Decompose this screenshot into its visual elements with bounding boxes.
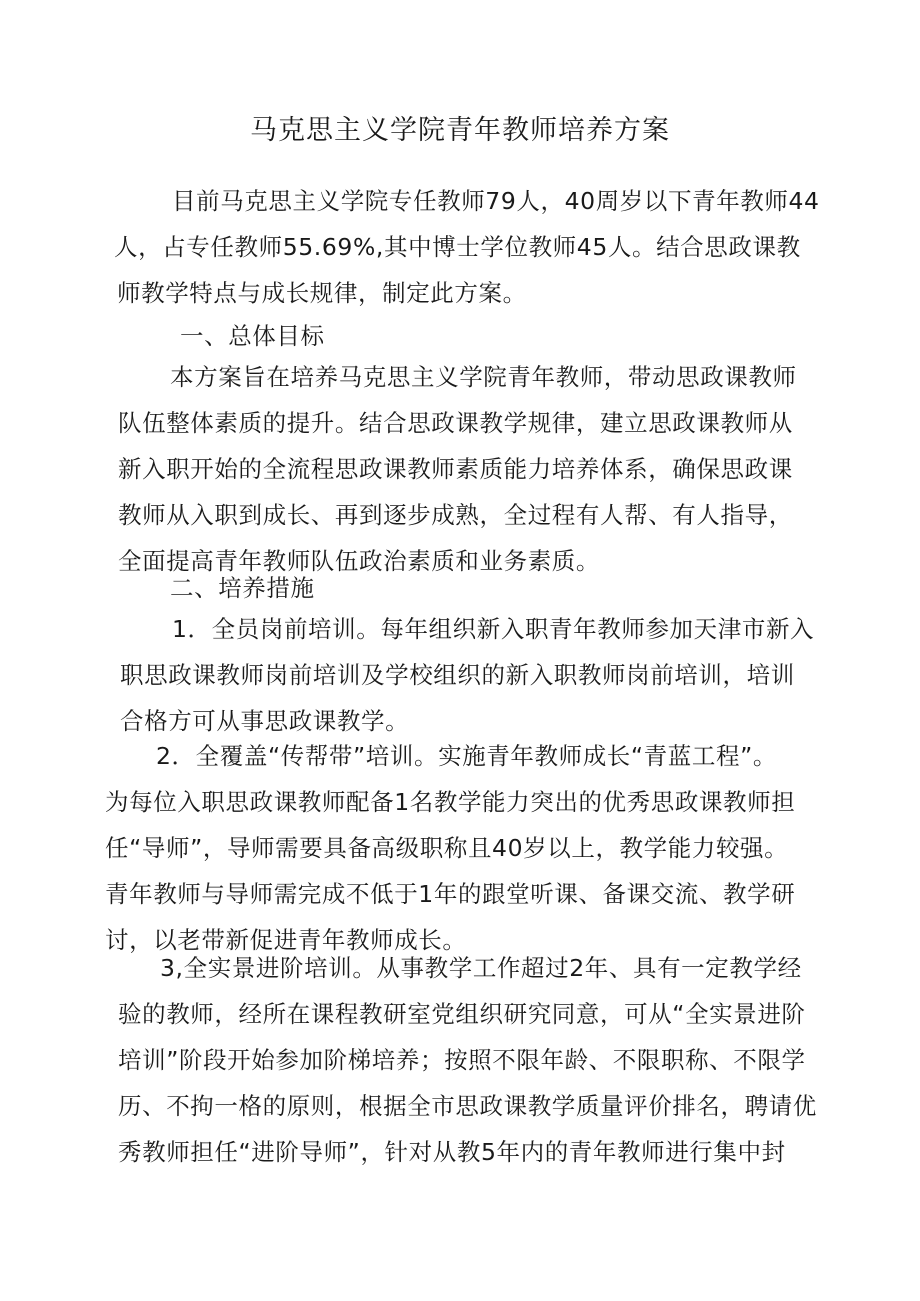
section-goals-paragraph: [118, 354, 797, 584]
item3-line: 3,全实景进阶培训。从事教学工作超过2年、具有一定教学经: [160, 954, 802, 982]
item2-line: 讨，以老带新促进青年教师成长。: [105, 926, 467, 954]
item3-line: 培训”阶段开始参加阶梯培养；按照不限年龄、不限职称、不限学: [118, 1046, 806, 1074]
item3-line: 历、不拘一格的原则，根据全市思政课教学质量评价排名，聘请优: [118, 1092, 817, 1120]
intro-line: 师教学特点与成长规律，制定此方案。: [117, 279, 527, 307]
item1-line: 1．全员岗前培训。每年组织新入职青年教师参加天津市新入: [172, 615, 815, 643]
item3-line: 验的教师，经所在课程教研室党组织研究同意，可从“全实景进阶: [118, 1000, 806, 1028]
goals-line: 队伍整体素质的提升。结合思政课教学规律，建立思政课教师从: [118, 409, 793, 437]
goals-line: 本方案旨在培养马克思主义学院青年教师，带动思政课教师: [170, 363, 797, 391]
measure-item-3: [118, 945, 817, 1175]
intro-line: 人，占专任教师55.69%,其中博士学位教师45人。结合思政课教: [114, 233, 801, 261]
item2-line: 任“导师”，导师需要具备高级职称且40岁以上，教学能力较强。: [105, 834, 789, 862]
section-heading-goals: 一、总体目标: [180, 322, 325, 350]
item2-line: 为每位入职思政课教师配备1名教学能力突出的优秀思政课教师担: [105, 788, 796, 816]
document-title: 马克思主义学院青年教师培养方案: [250, 115, 670, 146]
section-heading-measures: 二、培养措施: [170, 574, 315, 602]
goals-line: 全面提高青年教师队伍政治素质和业务素质。: [118, 547, 600, 575]
intro-line: 目前马克思主义学院专任教师79人，40周岁以下青年教师44: [172, 187, 820, 215]
item2-line: 青年教师与导师需完成不低于1年的跟堂听课、备课交流、教学研: [105, 880, 796, 908]
goals-line: 新入职开始的全流程思政课教师素质能力培养体系，确保思政课: [118, 455, 793, 483]
intro-paragraph: [114, 178, 820, 316]
measure-item-1: [120, 606, 815, 744]
item2-line: 2．全覆盖“传帮带”培训。实施青年教师成长“青蓝工程”。: [156, 742, 777, 770]
goals-line: 教师从入职到成长、再到逐步成熟，全过程有人帮、有人指导，: [118, 501, 793, 529]
item3-line: 秀教师担任“进阶导师”，针对从教5年内的青年教师进行集中封: [118, 1138, 786, 1166]
item1-line: 职思政课教师岗前培训及学校组织的新入职教师岗前培训，培训: [120, 661, 795, 689]
item1-line: 合格方可从事思政课教学。: [120, 707, 410, 735]
measure-item-2: [105, 733, 796, 963]
